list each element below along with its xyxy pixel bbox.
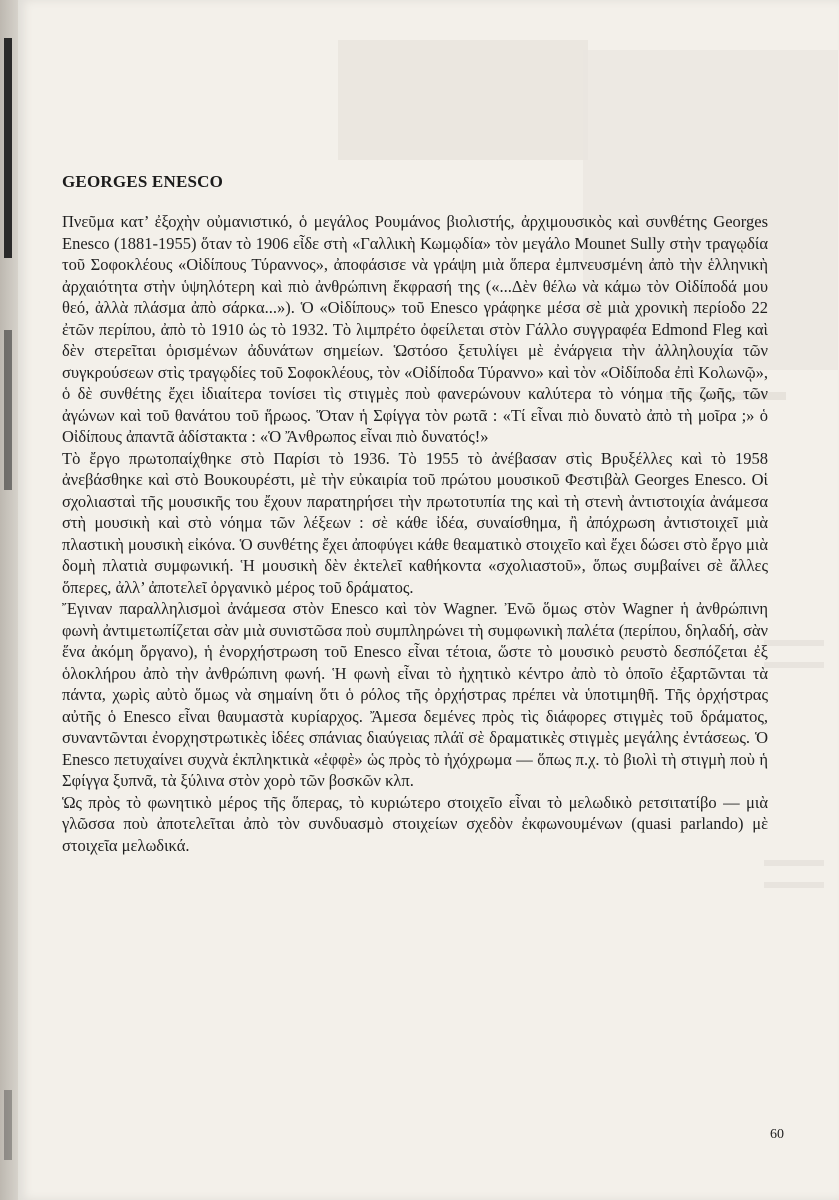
article-body [62, 211, 768, 856]
binding-shadow [4, 38, 12, 258]
page-binding-edge [0, 0, 18, 1200]
paragraph: Ἔγιναν παραλληλισμοὶ ἀνάμεσα στὸν Enesco καὶ τὸν Wagner. Ἐνῶ ὅμως στὸν Wagner ἡ ἀνθρώπινη φωνὴ ἀντιμετωπίζεται σὰν μιὰ συνιστῶσα ποὺ συμπληρώνει τὴ συμφωνικὴ παλέτα (περίπου, δηλαδή, σὰν ἕνα ἀκόμη ὄργανο), ἡ ἐνορχήστρωση τοῦ Enesco εἶναι τέτοια, ὥστε τὸ μουσικὸ ρευστὸ δεσπόζεται ἐξ ὁλοκλήρου ἀπὸ τὴν ἀνθρώπινη φωνή. Ἡ φωνὴ εἶναι τὸ ἠχητικὸ κέντρο ἀπὸ τὸ ὁποῖο ἐξαρτῶνται τὰ πάντα, χωρὶς αὐτὸ ὅμως νὰ σημαίνη ὅτι ὁ ρόλος τῆς ὀρχήστρας πρέπει νὰ ὑποτιμηθῆ. Τῆς ὀρχήστρας αὐτῆς ὁ Enesco εἶναι θαυμαστὰ κυρίαρχος. Ἄμεσα δεμένες πρὸς τὶς διάφορες στιγμὲς τοῦ δράματος, συναντῶνται ἐνορχηστρωτικὲς ἰδέες σπάνιας διαύγειας πλάϊ σὲ δραματικὲς στιγμὲς μεγάλης ἐντάσεως. Ὁ Enesco πετυχαίνει συχνὰ ἐκπληκτικὰ «ἐφφὲ» ὡς πρὸς τὸ ἠχόχρωμα — ὅπως π.χ. τὸ βιολὶ τὴ στιγμὴ ποὺ ἡ Σφίγγα ξυπνᾶ, τὰ ξύλινα στὸν χορὸ τῶν βοσκῶν κλπ. [62, 599, 768, 790]
binding-shadow [4, 1090, 12, 1160]
paragraph: Πνεῦμα κατ’ ἐξοχὴν οὐμανιστικό, ὁ μεγάλος Ρουμάνος βιολιστής, ἀρχιμουσικὸς καὶ συνθέτης Georges Enesco (1881-1955) ὅταν τὸ 1906 εἶδε στὴ «Γαλλικὴ Κωμῳδία» τὸν μεγάλο Mounet Sully στὴν τραγῳδία τοῦ Σοφοκλέους «Οἰδίπους Τύραννος», ἀποφάσισε νὰ γράψη μιὰ ὅπερα ἐμπνευσμένη ἀπὸ τὴν ἑλληνικὴ ἀρχαιότητα στὴν ὑψηλότερη καὶ πιὸ ἀνθρώπινη ἔκφρασή της («...Δὲν θέλω νὰ κάμω τὸν Οἰδίποδά μου θεό, ἀλλὰ πλάσμα ἀπὸ σάρκα...»). Ὁ «Οἰδίπους» τοῦ Enesco γράφηκε μέσα σὲ μιὰ χρονικὴ περίοδο 22 ἐτῶν περίπου, ἀπὸ τὸ 1910 ὡς τὸ 1932. Τὸ λιμπρέτο ὀφείλεται στὸν Γάλλο συγγραφέα Edmond Fleg καὶ δὲν στερεῖται ὁρισμένων ἀδυνάτων σημείων. Ὡστόσο ξετυλίγει μὲ ἐνάργεια τὴν ἀλληλουχία τῶν συγκρούσεων στὶς τραγῳδίες τοῦ Σοφοκλέους, τὸν «Οἰδίποδα Τύραννο» καὶ τὸν «Οἰδίποδα ἐπὶ Κολωνῷ», ὁ δὲ συνθέτης ἔχει ἰδιαίτερα τονίσει τὶς στιγμὲς ποὺ φανερώνουν καλύτερα τὸ νόημα τῆς ζωῆς, τῶν ἀγώνων καὶ τοῦ θανάτου τοῦ ἥρωος. Ὅταν ἡ Σφίγγα τὸν ρωτᾶ : «Τί εἶναι πιὸ δυνατὸ ἀπὸ τὴ μοῖρα ;» ὁ Οἰδίπους ἀπαντᾶ ἀδίστακτα : «Ὁ Ἄνθρωπος εἶναι πιὸ δυνατός!» [62, 212, 768, 446]
article-title: GEORGES ENESCO [62, 172, 224, 191]
page-number: 60 [770, 1127, 784, 1142]
showthrough-image [338, 40, 588, 160]
showthrough-text [764, 662, 824, 668]
showthrough-text [764, 640, 824, 646]
binding-shadow [4, 330, 12, 490]
paragraph: Τὸ ἔργο πρωτοπαίχθηκε στὸ Παρίσι τὸ 1936. Τὸ 1955 τὸ ἀνέβασαν στὶς Βρυξέλλες καὶ τὸ 1958 ἀνεβάσθηκε καὶ στὸ Βουκουρέστι, μὲ τὴν εὐκαιρία τοῦ πρώτου μουσικοῦ Φεστιβὰλ Georges Enesco. Οἱ σχολιασταὶ τῆς μουσικῆς του ἔχουν παρατηρήσει τὴν πρωτοτυπία της καὶ τὴ στενὴ ἀντιστοιχία ἀνάμεσα στὴ μουσικὴ καὶ στὸ νόημα τῶν λέξεων : σὲ κάθε ἰδέα, συναίσθημα, ἢ ἀπόχρωση ἀντιστοιχεῖ μιὰ πλαστικὴ μουσικὴ εἰκόνα. Ὁ συνθέτης ἔχει ἀποφύγει κάθε θεαματικὸ στοιχεῖο καὶ ἔχει δώσει στὸ ἔργο μιὰ δομὴ πλατιὰ συμφωνική. Ἡ μουσικὴ δὲν ἐκτελεῖ καθήκοντα «σχολιαστοῦ», ὅπως συμβαίνει σὲ ἄλλες ὅπερες, ἀλλ’ ἀποτελεῖ ὀργανικὸ μέρος τοῦ δράματος. [62, 448, 768, 597]
showthrough-text [764, 882, 824, 888]
showthrough-text [764, 860, 824, 866]
paragraph: Ὡς πρὸς τὸ φωνητικὸ μέρος τῆς ὅπερας, τὸ κυριώτερο στοιχεῖο εἶναι τὸ μελωδικὸ ρετσιτατίβο — μιὰ γλῶσσα ποὺ ἀποτελεῖται ἀπὸ τὸν συνδυασμὸ στοιχείων σχεδὸν ἐκφωνουμένων (quasi parlando) μὲ στοιχεῖα μελωδικά. [62, 792, 768, 855]
